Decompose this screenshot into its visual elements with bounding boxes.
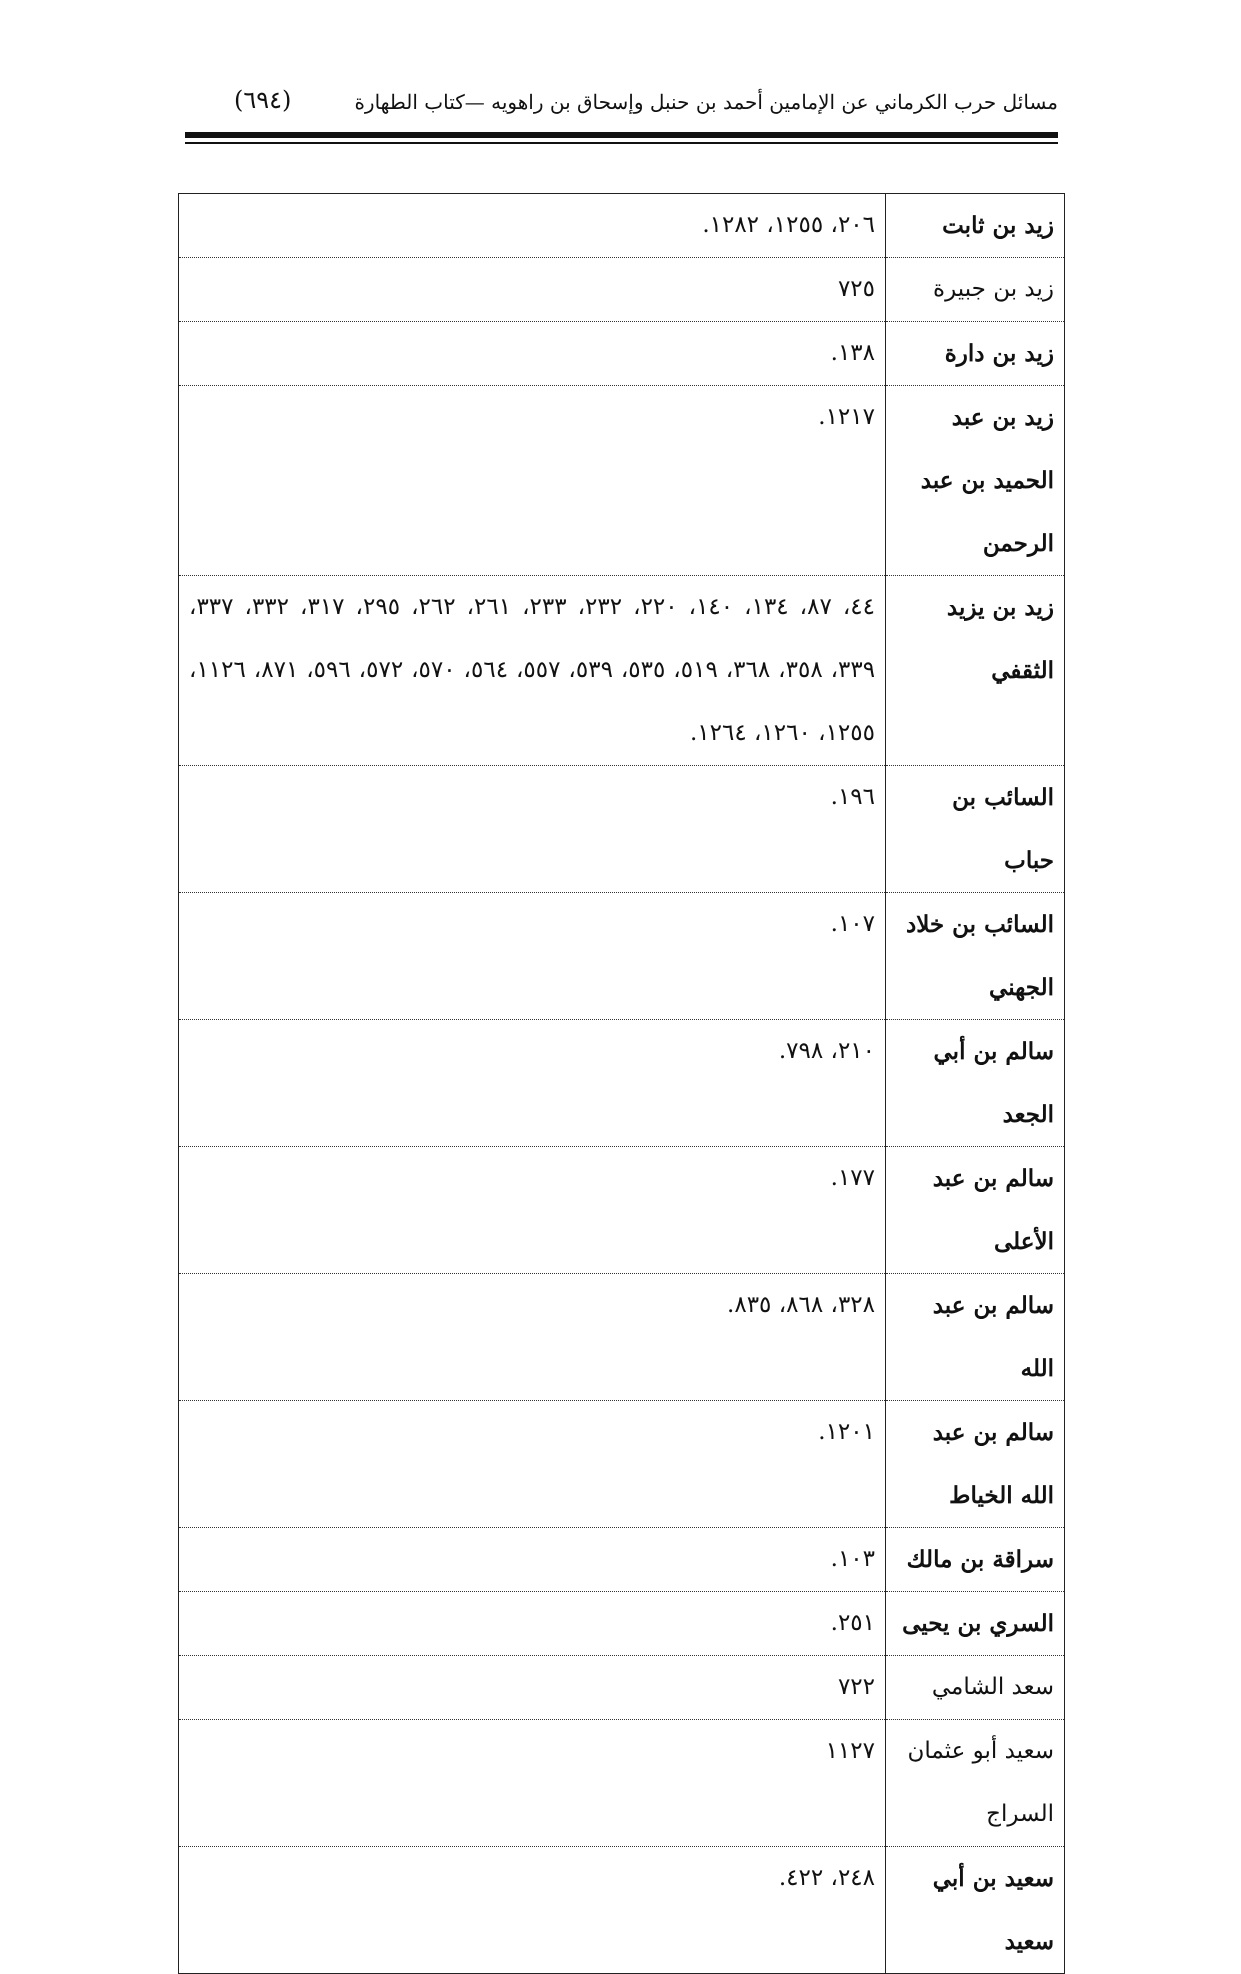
table-row [179, 386, 1065, 576]
index-refs: ١٣٨. [179, 322, 886, 386]
index-refs: ٧٢٢ [179, 1656, 886, 1720]
page-header [234, 84, 1058, 124]
index-refs: ١٠٣. [179, 1528, 886, 1592]
table-row [179, 1020, 1065, 1147]
index-name: زيد بن عبد الحميد بن عبد الرحمن [886, 386, 1065, 576]
table-row [179, 1274, 1065, 1401]
table-row [179, 576, 1065, 766]
table-row [179, 766, 1065, 893]
index-name: سعيد أبو عثمان السراج [886, 1720, 1065, 1847]
index-name: زيد بن ثابت [886, 194, 1065, 258]
table-row [179, 1847, 1065, 1974]
index-name: سعيد بن أبي سعيد [886, 1847, 1065, 1974]
index-name: سالم بن عبد الأعلى [886, 1147, 1065, 1274]
table-row [179, 258, 1065, 322]
table-row [179, 1592, 1065, 1656]
table-row [179, 194, 1065, 258]
index-refs: ١١٢٧ [179, 1720, 886, 1847]
index-refs: ٣٢٨، ٨٦٨، ٨٣٥. [179, 1274, 886, 1401]
index-refs: ٢٤٨، ٤٢٢. [179, 1847, 886, 1974]
index-name: سراقة بن مالك [886, 1528, 1065, 1592]
table-row [179, 1656, 1065, 1720]
header-rule-thick [185, 132, 1058, 138]
index-name: زيد بن جبيرة [886, 258, 1065, 322]
page-number: (٦٩٤) [234, 86, 292, 114]
index-refs: ١٧٧. [179, 1147, 886, 1274]
table-row [179, 322, 1065, 386]
index-name: سالم بن أبي الجعد [886, 1020, 1065, 1147]
index-refs: ٢١٠، ٧٩٨. [179, 1020, 886, 1147]
header-rule-thin [185, 142, 1058, 144]
index-name: السائب بن خلاد الجهني [886, 893, 1065, 1020]
index-name: سعد الشامي [886, 1656, 1065, 1720]
table-row [179, 1720, 1065, 1847]
index-refs: ١٩٦. [179, 766, 886, 893]
index-refs: ١٠٧. [179, 893, 886, 1020]
index-refs: ٤٤، ٨٧، ١٣٤، ١٤٠، ٢٢٠، ٢٣٢، ٢٣٣، ٢٦١، ٢٦٢، ٢٩٥، ٣١٧، ٣٣٢، ٣٣٧، ٣٣٩، ٣٥٨، ٣٦٨، ٥١٩، ٥٣٥، ٥٣٩، ٥٥٧، ٥٦٤، ٥٧٠، ٥٧٢، ٥٩٦، ٨٧١، ١١٢٦، ١٢٥٥، ١٢٦٠، ١٢٦٤. [179, 576, 886, 766]
table-row [179, 1147, 1065, 1274]
table-row [179, 1528, 1065, 1592]
table-row [179, 893, 1065, 1020]
running-title: مسائل حرب الكرماني عن الإمامين أحمد بن حنبل وإسحاق بن راهويه —كتاب الطهارة [354, 90, 1058, 114]
index-name: زيد بن يزيد الثقفي [886, 576, 1065, 766]
index-name: زيد بن دارة [886, 322, 1065, 386]
index-name: سالم بن عبد الله الخياط [886, 1401, 1065, 1528]
index-refs: ٢٠٦، ١٢٥٥، ١٢٨٢. [179, 194, 886, 258]
index-name: سالم بن عبد الله [886, 1274, 1065, 1401]
index-name: السري بن يحيى [886, 1592, 1065, 1656]
index-refs: ١٢٠١. [179, 1401, 886, 1528]
index-name: السائب بن حباب [886, 766, 1065, 893]
index-refs: ١٢١٧. [179, 386, 886, 576]
index-table [178, 193, 1065, 1974]
index-refs: ٢٥١. [179, 1592, 886, 1656]
table-row [179, 1401, 1065, 1528]
index-refs: ٧٢٥ [179, 258, 886, 322]
